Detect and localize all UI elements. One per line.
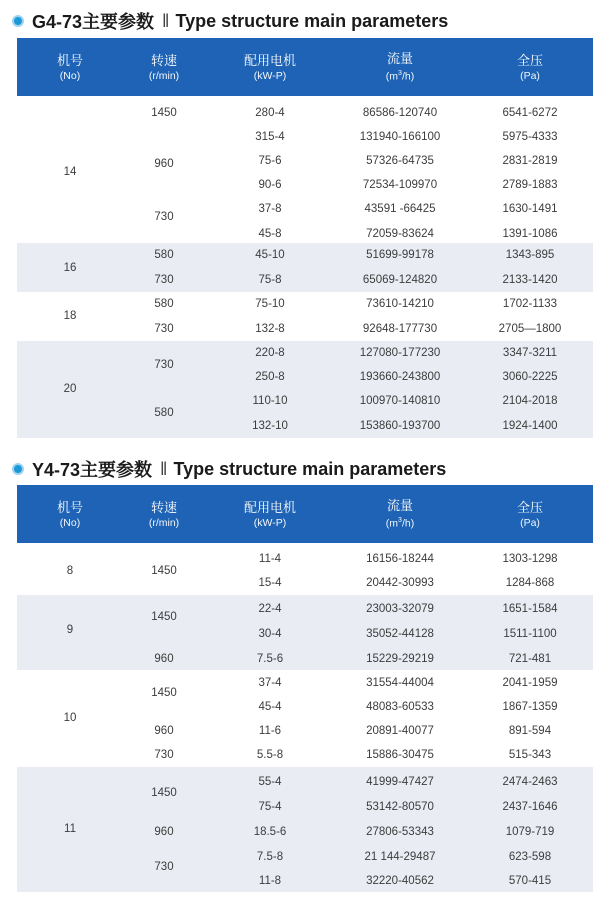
pressure: 515-343 [508, 749, 552, 761]
flow: 57326-64735 [366, 155, 434, 167]
header-pressure: 全压 (Pa) [516, 499, 543, 529]
speed: 730 [154, 749, 174, 761]
flow: 27806-53343 [366, 826, 434, 838]
motor: 45-10 [255, 249, 285, 261]
pressure: 1284-868 [505, 577, 555, 589]
pressure: 891-594 [508, 725, 552, 737]
motor: 315-4 [255, 131, 285, 143]
machine-no: 20 [63, 383, 77, 395]
speed: 960 [154, 158, 174, 170]
machine-no: 10 [63, 712, 77, 724]
pressure: 570-415 [508, 875, 552, 887]
header-flow: 流量 $(m^3/h)$ [385, 498, 415, 530]
pressure: 1343-895 [505, 249, 555, 261]
pressure: 2104-2018 [502, 395, 558, 407]
pressure: 2831-2819 [502, 155, 558, 167]
title-separator: ‖ [162, 10, 170, 31]
motor: 7.5-8 [256, 851, 284, 863]
pressure: 5975-4333 [502, 131, 558, 143]
flow: 72059-83624 [366, 228, 434, 240]
pressure: 2041-1959 [502, 677, 558, 689]
motor: 11-8 [258, 875, 282, 887]
flow: 153860-193700 [359, 420, 441, 432]
motor: 11-6 [258, 725, 282, 737]
flow: 127080-177230 [359, 347, 441, 359]
flow: 131940-166100 [359, 131, 441, 143]
machine-no: 11 [64, 823, 76, 835]
speed: 1450 [151, 611, 177, 623]
section-model-title: G4-73主要参数 [32, 12, 155, 32]
pressure: 6541-6272 [502, 107, 558, 119]
bullet-icon [12, 15, 24, 27]
motor: 45-8 [258, 228, 282, 240]
flow: 51699-99178 [366, 249, 434, 261]
pressure: 1630-1491 [502, 203, 558, 215]
flow: 73610-14210 [366, 298, 434, 310]
pressure: 2705—1800 [498, 323, 562, 335]
table-header [17, 38, 593, 96]
title-separator: ‖ [160, 458, 168, 479]
flow: 72534-109970 [362, 179, 438, 191]
machine-no: 16 [63, 262, 77, 274]
flow: 20891-40077 [366, 725, 434, 737]
speed: 1450 [151, 687, 177, 699]
pressure: 1303-1298 [502, 553, 558, 565]
bullet-icon [12, 463, 24, 475]
table-row-group [17, 543, 593, 595]
pressure: 3060-2225 [502, 371, 558, 383]
flow: 53142-80570 [366, 801, 434, 813]
motor: 132-10 [252, 420, 288, 432]
motor: 110-10 [252, 395, 288, 407]
speed: 580 [154, 407, 174, 419]
flow: 32220-40562 [366, 875, 434, 887]
motor: 18.5-6 [253, 826, 287, 838]
pressure: 3347-3211 [502, 347, 558, 359]
motor: 132-8 [255, 323, 285, 335]
motor: 30-4 [258, 628, 282, 640]
motor: 220-8 [255, 347, 285, 359]
flow: 48083-60533 [366, 701, 434, 713]
header-flow: 流量 $(m^3/h)$ [385, 51, 415, 83]
section-title [12, 7, 448, 35]
speed: 580 [154, 249, 174, 261]
pressure: 2474-2463 [502, 776, 558, 788]
motor: 250-8 [255, 371, 285, 383]
flow: 100970-140810 [359, 395, 441, 407]
pressure: 1511-1100 [503, 628, 557, 640]
header-pressure: 全压 (Pa) [516, 52, 543, 82]
speed: 1450 [151, 565, 177, 577]
motor: 45-4 [258, 701, 282, 713]
header-no: 机号 (No) [56, 52, 83, 82]
motor: 75-8 [258, 274, 282, 286]
machine-no: 18 [63, 310, 77, 322]
motor: 280-4 [255, 107, 285, 119]
pressure: 1651-1584 [502, 603, 558, 615]
machine-no: 8 [66, 565, 74, 577]
pressure: 2437-1646 [502, 801, 558, 813]
motor: 22-4 [258, 603, 282, 615]
table-row-group [17, 595, 593, 670]
machine-no: 14 [63, 166, 77, 178]
section-subtitle: Type structure main parameters [173, 458, 447, 479]
motor: 15-4 [258, 577, 282, 589]
section-title [12, 455, 446, 483]
flow: 15886-30475 [366, 749, 434, 761]
motor: 55-4 [258, 776, 282, 788]
pressure: 2133-1420 [502, 274, 558, 286]
table-row-group [17, 243, 593, 292]
pressure: 1391-1086 [502, 228, 558, 240]
header-speed: 转速 (r/min) [148, 499, 180, 529]
pressure: 1867-1359 [502, 701, 558, 713]
speed: 730 [154, 861, 174, 873]
motor: 90-6 [258, 179, 282, 191]
table-row-group [17, 767, 593, 892]
header-motor: 配用电机 (kW-P) [243, 499, 296, 529]
pressure: 1924-1400 [502, 420, 558, 432]
flow: 193660-243800 [359, 371, 441, 383]
flow: 35052-44128 [366, 628, 434, 640]
header-speed: 转速 (r/min) [148, 52, 180, 82]
pressure: 721-481 [508, 653, 552, 665]
flow: 31554-44004 [366, 677, 434, 689]
speed: 730 [154, 359, 174, 371]
header-motor: 配用电机 (kW-P) [243, 52, 296, 82]
pressure: 1702-1133 [502, 298, 558, 310]
speed: 960 [154, 725, 174, 737]
table-row-group [17, 670, 593, 767]
table-header [17, 485, 593, 543]
speed: 730 [154, 211, 174, 223]
y4-73-parameter-table [17, 485, 593, 892]
speed: 730 [154, 323, 174, 335]
motor: 75-6 [258, 155, 282, 167]
speed: 730 [154, 274, 174, 286]
flow: 86586-120740 [362, 107, 438, 119]
section-subtitle: Type structure main parameters [175, 10, 449, 31]
flow: 43591 -66425 [364, 203, 436, 215]
flow: 92648-177730 [362, 323, 438, 335]
motor: 37-4 [258, 677, 282, 689]
motor: 75-10 [255, 298, 285, 310]
motor: 11-4 [258, 553, 282, 565]
motor: 75-4 [258, 801, 282, 813]
flow: 65069-124820 [362, 274, 438, 286]
table-row-group [17, 96, 593, 243]
header-no: 机号 (No) [56, 499, 83, 529]
pressure: 1079-719 [505, 826, 555, 838]
flow: 41999-47427 [366, 776, 434, 788]
table-row-group [17, 341, 593, 438]
g4-73-parameter-table [17, 38, 593, 438]
pressure: 2789-1883 [502, 179, 558, 191]
flow: 21 144-29487 [364, 851, 436, 863]
speed: 1450 [151, 107, 177, 119]
table-row-group [17, 292, 593, 341]
speed: 960 [154, 653, 174, 665]
motor: 7.5-6 [256, 653, 284, 665]
section-model-title: Y4-73主要参数 [32, 460, 153, 480]
flow: 23003-32079 [366, 603, 434, 615]
motor: 37-8 [258, 203, 282, 215]
speed: 1450 [151, 787, 177, 799]
pressure: 623-598 [508, 851, 552, 863]
machine-no: 9 [66, 624, 74, 636]
flow: 16156-18244 [366, 553, 434, 565]
flow: 20442-30993 [366, 577, 434, 589]
flow: 15229-29219 [366, 653, 434, 665]
speed: 580 [154, 298, 174, 310]
speed: 960 [154, 826, 174, 838]
motor: 5.5-8 [256, 749, 284, 761]
